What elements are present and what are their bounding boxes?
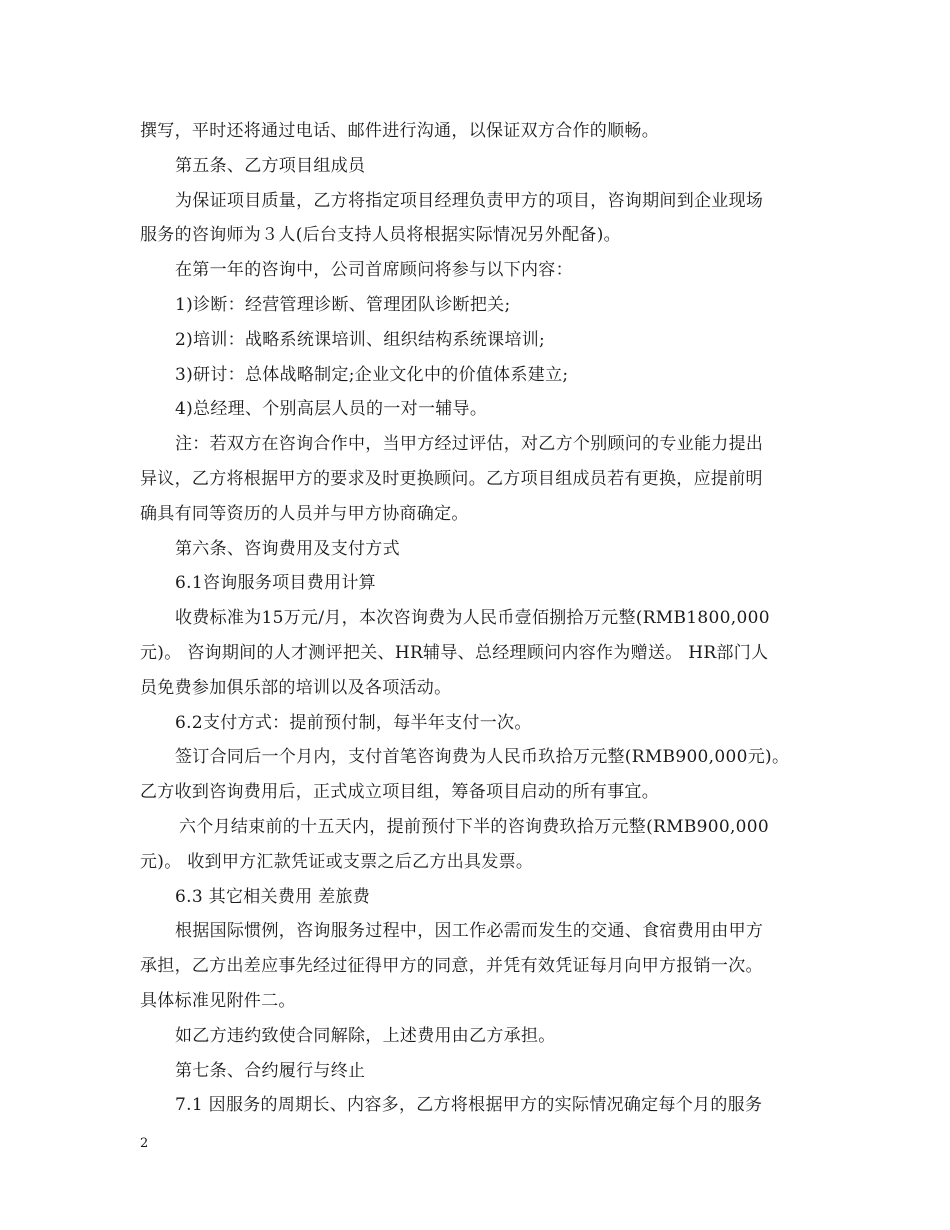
- text-line: 4)总经理、个别高层人员的一对一辅导。: [175, 399, 488, 420]
- text-line: 六个月结束前的十五天内，提前预付下半的咨询费玖拾万元整(RMB900,000: [179, 816, 770, 837]
- text-line: 2)培训：战略系统课培训、组织结构系统课培训;: [175, 329, 546, 350]
- text-line: 撰写，平时还将通过电话、邮件进行沟通，以保证双方合作的顺畅。: [140, 121, 659, 141]
- text-line: 为保证项目质量，乙方将指定项目经理负责甲方的项目，咨询期间到企业现场: [175, 190, 764, 211]
- text-line: 如乙方违约致使合同解除，上述费用由乙方承担。: [175, 1025, 556, 1046]
- text-line: 具体标准见附件二。: [140, 990, 296, 1011]
- text-line: 异议，乙方将根据甲方的要求及时更换顾问。乙方项目组成员若有更换，应提前明: [140, 468, 763, 489]
- text-line: 7.1 因服务的周期长、内容多，乙方将根据甲方的实际情况确定每个月的服务: [175, 1095, 763, 1116]
- text-line: 元)。 收到甲方汇款凭证或支票之后乙方出具发票。: [140, 851, 534, 872]
- text-line: 3)研讨：总体战略制定;企业文化中的价值体系建立;: [175, 364, 569, 385]
- text-line: 承担，乙方出差应事先经过征得甲方的同意，并凭有效凭证每月向甲方报销一次。: [140, 956, 763, 977]
- document-body: [140, 114, 820, 1123]
- page-number: 2: [140, 1136, 149, 1151]
- text-line: 元)。 咨询期间的人才测评把关、HR辅导、总经理顾问内容作为赠送。 HR部门人: [140, 642, 769, 663]
- text-line: 服务的咨询师为３人(后台支持人员将根据实际情况另外配备)。: [140, 225, 621, 246]
- text-line: 签订合同后一个月内，支付首笔咨询费为人民币玖拾万元整(RMB900,000元)。: [175, 747, 790, 768]
- text-line: 1)诊断：经营管理诊断、管理团队诊断把关;: [175, 294, 511, 315]
- text-line: 在第一年的咨询中，公司首席顾问将参与以下内容：: [175, 260, 573, 281]
- text-line: 6.1咨询服务项目费用计算: [175, 573, 376, 594]
- text-line: 确具有同等资历的人员并与甲方协商确定。: [140, 503, 469, 524]
- text-line: 第六条、咨询费用及支付方式: [175, 538, 400, 559]
- text-line: 第五条、乙方项目组成员: [175, 155, 366, 176]
- text-line: 员免费参加俱乐部的培训以及各项活动。: [140, 677, 452, 698]
- text-line: 根据国际惯例，咨询服务过程中，因工作必需而发生的交通、食宿费用由甲方: [175, 921, 764, 942]
- text-line: 6.3 其它相关费用 差旅费: [175, 886, 371, 907]
- text-line: 收费标准为15万元/月，本次咨询费为人民币壹佰捌拾万元整(RMB1800,000: [175, 608, 770, 629]
- text-line: 6.2支付方式：提前预付制，每半年支付一次。: [175, 712, 532, 733]
- text-line: 第七条、合约履行与终止: [175, 1060, 366, 1081]
- text-line: 乙方收到咨询费用后，正式成立项目组，筹备项目启动的所有事宜。: [140, 782, 659, 803]
- text-line: 注：若双方在咨询合作中，当甲方经过评估，对乙方个别顾问的专业能力提出: [175, 434, 764, 455]
